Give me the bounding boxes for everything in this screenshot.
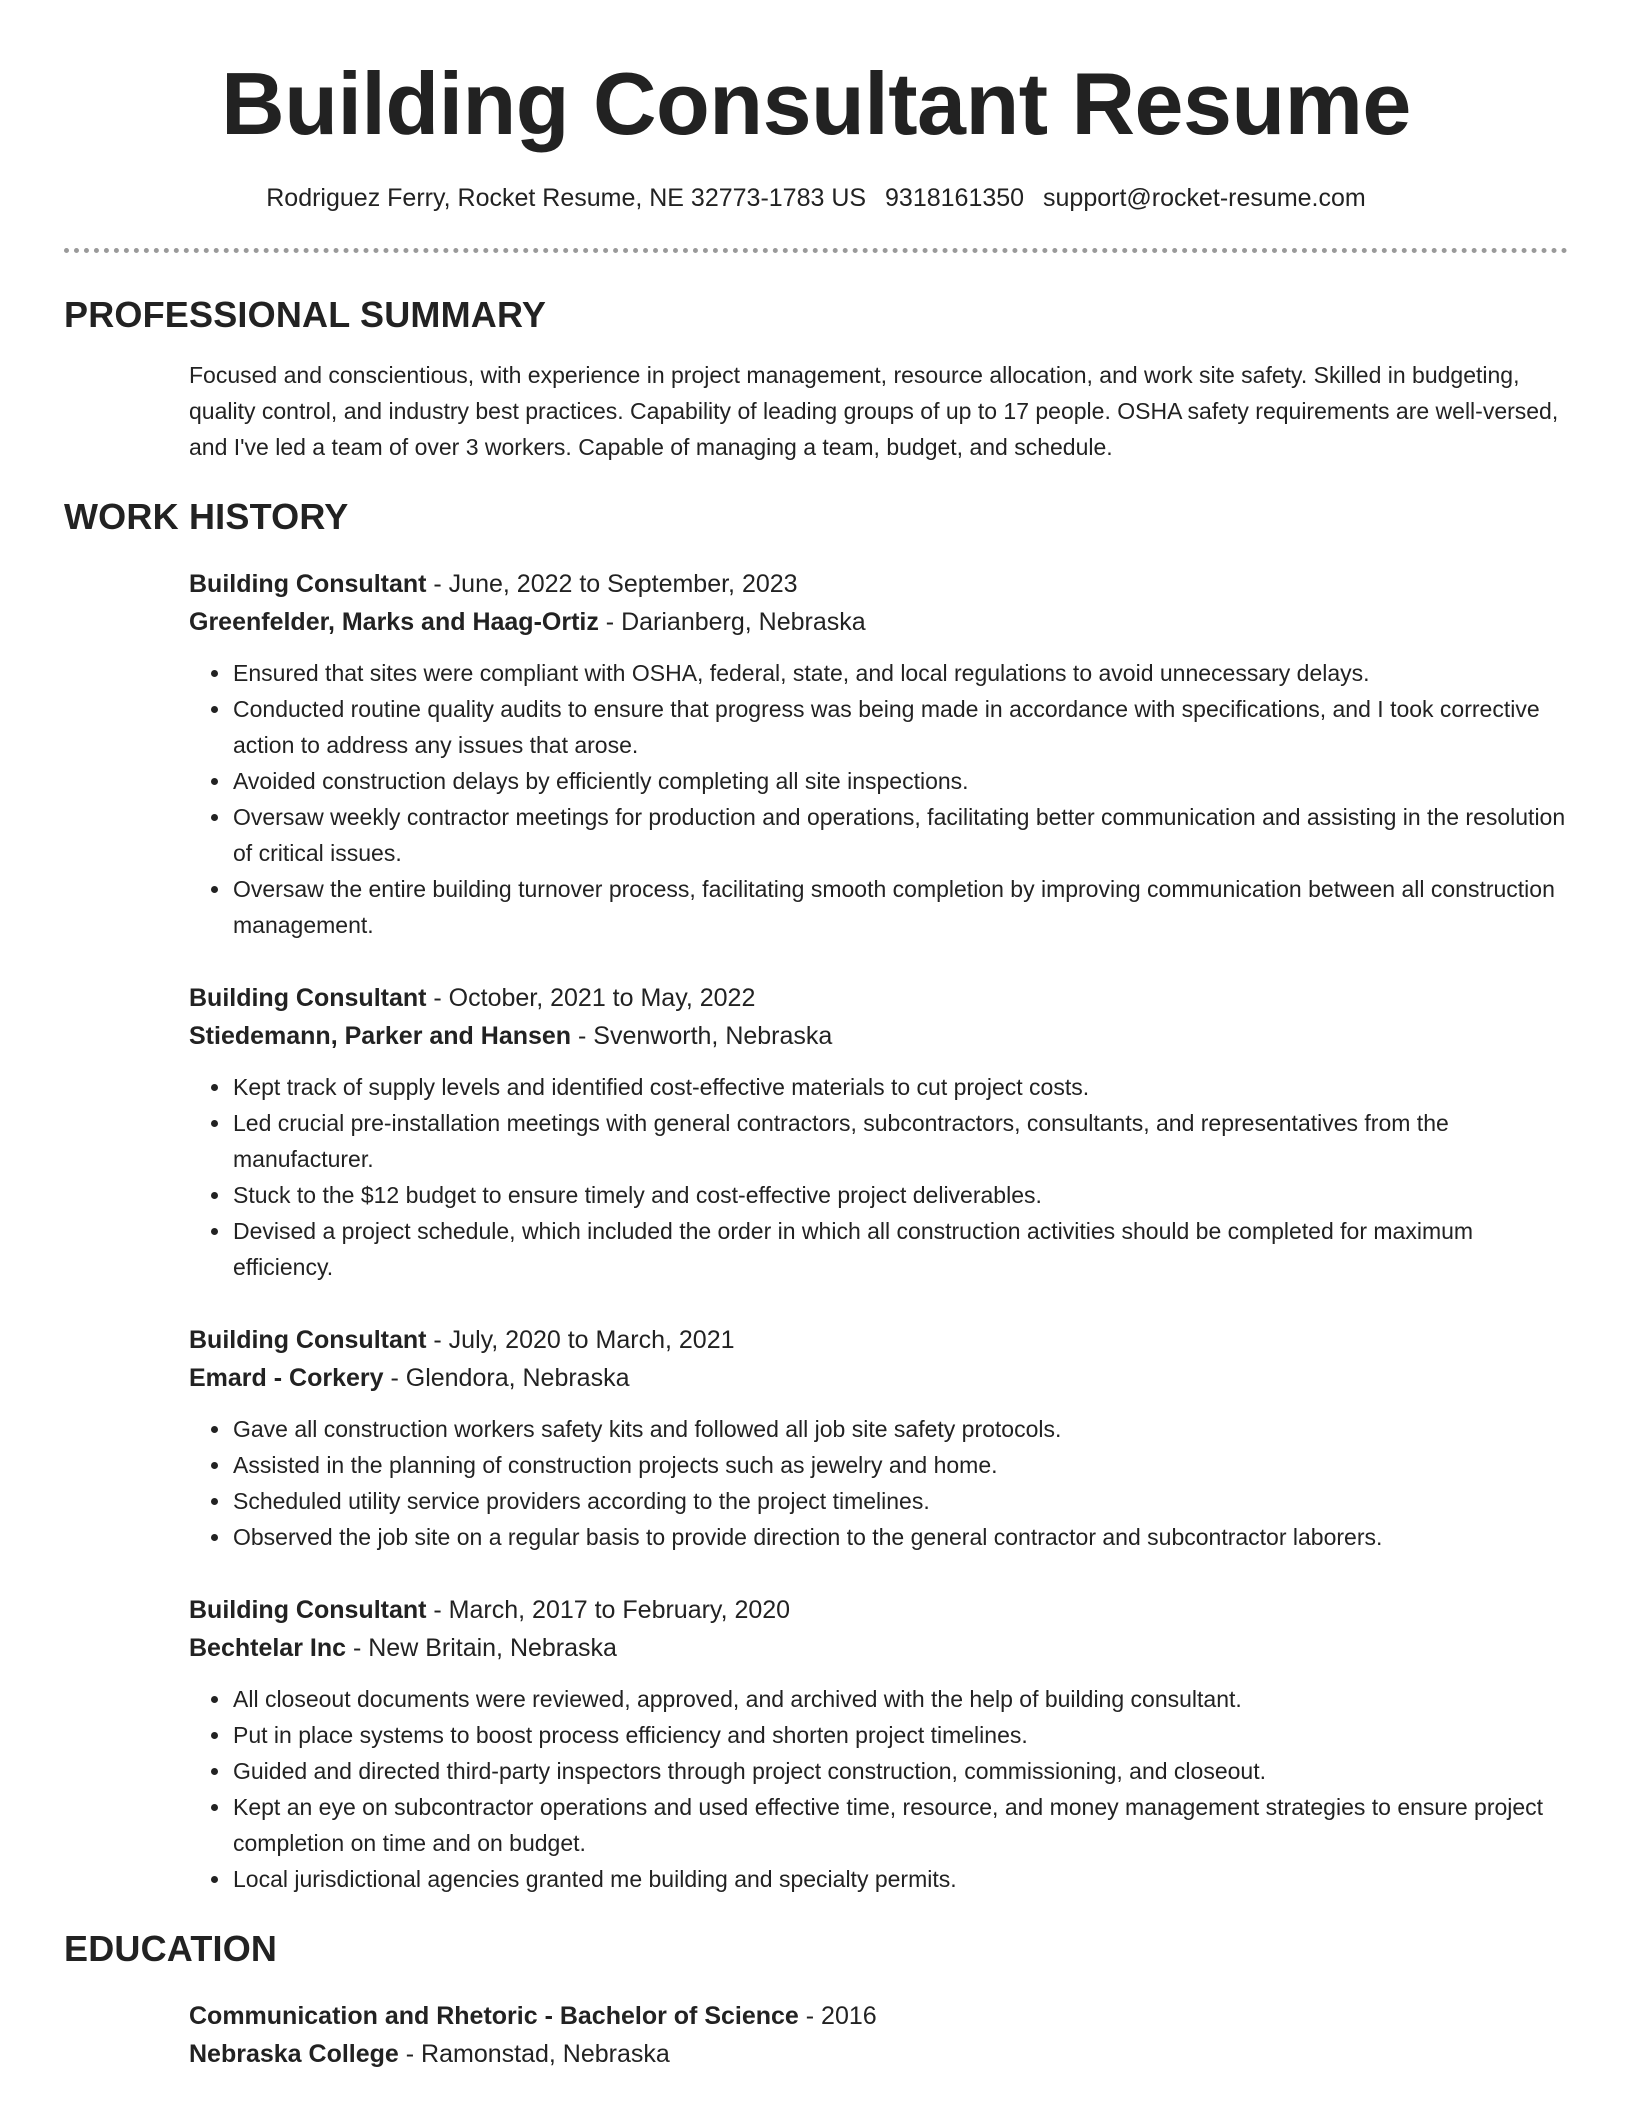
job-title-line [189, 1591, 1568, 1629]
job-title-line [189, 1321, 1568, 1359]
job-entry [189, 979, 1568, 1285]
job-title-line [189, 979, 1568, 1017]
job-bullet-list [189, 1069, 1568, 1285]
job-location: - New Britain, Nebraska [346, 1634, 617, 1662]
header-divider [64, 248, 1568, 253]
job-title: Building Consultant [189, 1326, 427, 1354]
education-entry [189, 1997, 1568, 2073]
school-name: Nebraska College [189, 2040, 399, 2068]
job-title: Building Consultant [189, 570, 427, 598]
job-entry [189, 565, 1568, 943]
school-location: - Ramonstad, Nebraska [398, 2040, 670, 2068]
job-bullet: • Devised a project schedule, which included the order in which all construction activities should be completed for maximum efficiency. [232, 1213, 1568, 1285]
job-dates: - March, 2017 to February, 2020 [426, 1596, 791, 1624]
job-bullet: • Guided and directed third-party inspectors through project construction, commissioning, and closeout. [232, 1753, 1568, 1789]
education-section [64, 1927, 1568, 2073]
job-bullet: • Kept an eye on subcontractor operations and used effective time, resource, and money management strategies to ensure project completion on time and on budget. [232, 1789, 1568, 1861]
job-bullet: • Local jurisdictional agencies granted me building and specialty permits. [232, 1861, 1568, 1897]
summary-heading: PROFESSIONAL SUMMARY [64, 294, 547, 335]
job-title-line [189, 565, 1568, 603]
job-bullet: • Scheduled utility service providers according to the project timelines. [232, 1483, 1568, 1519]
work-history-heading: WORK HISTORY [64, 496, 349, 537]
job-bullet-list [189, 655, 1568, 943]
job-bullet: • Assisted in the planning of construction projects such as jewelry and home. [232, 1447, 1568, 1483]
job-bullet: • Stuck to the $12 budget to ensure timely and cost-effective project deliverables. [232, 1177, 1568, 1213]
job-bullet: • Oversaw the entire building turnover process, facilitating smooth completion by improving communication between all construction management. [232, 871, 1568, 943]
job-location: - Glendora, Nebraska [383, 1364, 630, 1392]
school-line [189, 2035, 1568, 2073]
job-company-line [189, 1629, 1568, 1667]
contact-phone: 9318161350 [885, 184, 1025, 212]
job-dates: - July, 2020 to March, 2021 [426, 1326, 735, 1354]
job-company-line [189, 1359, 1568, 1397]
job-bullet: • Avoided construction delays by efficiently completing all site inspections. [232, 763, 1568, 799]
job-bullet: • Put in place systems to boost process efficiency and shorten project timelines. [232, 1717, 1568, 1753]
job-location: - Darianberg, Nebraska [598, 608, 866, 636]
job-entry [189, 1591, 1568, 1897]
job-location: - Svenworth, Nebraska [571, 1022, 833, 1050]
degree-line [189, 1997, 1568, 2035]
job-company: Greenfelder, Marks and Haag-Ortiz [189, 608, 599, 636]
job-company-line [189, 603, 1568, 641]
job-title: Building Consultant [189, 1596, 427, 1624]
summary-section [64, 293, 1568, 465]
job-bullet: • Conducted routine quality audits to ensure that progress was being made in accordance with specifications, and I took corrective action to address any issues that arose. [232, 691, 1568, 763]
degree-year: - 2016 [798, 2002, 877, 2030]
job-bullet: • All closeout documents were reviewed, approved, and archived with the help of building consultant. [232, 1681, 1568, 1717]
job-company-line [189, 1017, 1568, 1055]
job-company: Bechtelar Inc [189, 1634, 347, 1662]
job-bullet: • Gave all construction workers safety kits and followed all job site safety protocols. [232, 1411, 1568, 1447]
job-entry [189, 1321, 1568, 1555]
contact-email: support@rocket-resume.com [1043, 184, 1366, 212]
job-dates: - June, 2022 to September, 2023 [426, 570, 798, 598]
job-bullet: • Led crucial pre-installation meetings with general contractors, subcontractors, consultants, and representatives from the manufacturer. [232, 1105, 1568, 1177]
job-company: Stiedemann, Parker and Hansen [189, 1022, 572, 1050]
job-dates: - October, 2021 to May, 2022 [426, 984, 756, 1012]
job-bullet-list [189, 1411, 1568, 1555]
degree-name: Communication and Rhetoric - Bachelor of Science [189, 2002, 799, 2030]
work-history-section [64, 495, 1568, 1897]
contact-address: Rodriguez Ferry, Rocket Resume, NE 32773-1783 US [266, 184, 867, 212]
contact-line [64, 182, 1568, 214]
job-list [64, 565, 1568, 1897]
job-bullet: • Kept track of supply levels and identified cost-effective materials to cut project costs. [232, 1069, 1568, 1105]
job-bullet-list [189, 1681, 1568, 1897]
education-heading: EDUCATION [64, 1928, 278, 1969]
summary-text: Focused and conscientious, with experience in project management, resource allocation, and work site safety. Skilled in budgeting, quality control, and industry best practices. Capability of leading groups of up to 17 people. OSHA safety requirements are well-versed, and I've led a team of over 3 workers. Capable of managing a team, budget, and schedule. [189, 362, 1559, 460]
job-bullet: • Observed the job site on a regular basis to provide direction to the general contractor and subcontractor laborers. [232, 1519, 1568, 1555]
job-title: Building Consultant [189, 984, 427, 1012]
job-bullet: • Oversaw weekly contractor meetings for production and operations, facilitating better communication and assisting in the resolution of critical issues. [232, 799, 1568, 871]
job-bullet: • Ensured that sites were compliant with OSHA, federal, state, and local regulations to avoid unnecessary delays. [232, 655, 1568, 691]
job-company: Emard - Corkery [189, 1364, 384, 1392]
page-title: Building Consultant Resume [221, 54, 1411, 153]
